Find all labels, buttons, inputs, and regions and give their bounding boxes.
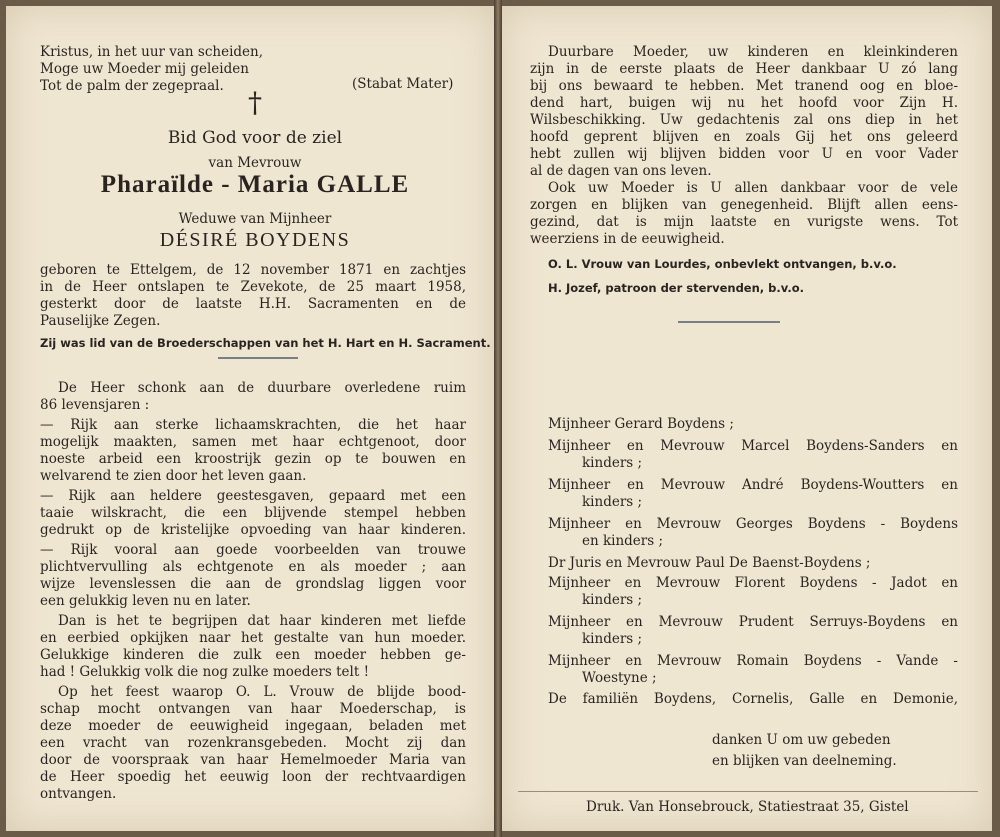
farewell-line: al de dagen van ons leven. — [530, 163, 712, 179]
body-line: 86 levensjaren : — [40, 397, 150, 413]
divider — [218, 357, 298, 359]
family-line: Mijnheer en Mevrouw Marcel Boydens-Sanders en — [548, 438, 958, 454]
invocation: Bid God voor de ziel — [167, 128, 343, 148]
family-line: Dr Juris en Mevrouw Paul De Baenst-Boydens ; — [548, 555, 871, 571]
body-line: wijze levenslessen die aan de grondslag liggen voor — [40, 576, 466, 592]
body-line: — Rijk aan heldere geestesgaven, gepaard met een — [40, 488, 466, 504]
body-line: taaie wilskracht, die een blijvende stempel hebben — [40, 505, 466, 521]
farewell-line: Duurbare Moeder, uw kinderen en kleinkinderen — [548, 44, 958, 60]
farewell-line: Wilsbeschikking. Uw gedachtenis zal ons diep in het — [530, 112, 958, 128]
body-line: Op het feest waarop O. L. Vrouw de blijde bood- — [58, 684, 466, 700]
poem-line: Moge uw Moeder mij geleiden — [40, 61, 249, 77]
poem-source: (Stabat Mater) — [352, 76, 454, 92]
family-line: Mijnheer Gerard Boydens ; — [548, 416, 734, 432]
bio-line: in de Heer ontslapen te Zevekote, de 25 maart 1958, — [40, 279, 466, 295]
farewell-line: hebt zullen wij blijven bidden voor U en voor Vader — [530, 146, 958, 162]
family-line: Woestyne ; — [582, 670, 657, 686]
body-line: De Heer schonk aan de duurbare overledene ruim — [58, 380, 466, 396]
body-line: mogelijk maakten, samen met haar echtgenoot, door — [40, 434, 466, 450]
family-line: Mijnheer en Mevrouw Florent Boydens - Jadot en — [548, 575, 958, 591]
body-line: plichtvervulling als echtgenote en als moeder ; aan — [40, 559, 466, 575]
prayer-line: H. Jozef, patroon der stervenden, b.v.o. — [548, 281, 804, 295]
thanks-line: danken U om uw gebeden — [712, 732, 891, 748]
farewell-line: hoofd geprent blijven en zoals Gij het ons geleerd — [530, 129, 958, 145]
body-line: — Rijk aan sterke lichaamskrachten, die het haar — [40, 417, 466, 433]
thanks-line: en blijken van deelneming. — [712, 753, 897, 769]
cross-icon: † — [248, 86, 262, 119]
body-line: Gelukkige kinderen die zulk een moeder hebben ge- — [40, 647, 466, 663]
farewell-line: bij ons bewaard te hebben. Met tranend oog en bloe- — [530, 78, 958, 94]
prayer-line: O. L. Vrouw van Lourdes, onbevlekt ontvangen, b.v.o. — [548, 257, 897, 271]
family-line: kinders ; — [582, 592, 643, 608]
body-line: schap mocht ontvangen van haar Moederschap, is — [40, 701, 466, 717]
bio-line: geboren te Ettelgem, de 12 november 1871 en zachtjes — [40, 262, 466, 278]
family-line: De familiën Boydens, Cornelis, Galle en Demonie, — [548, 691, 958, 707]
widow-of: Weduwe van Mijnheer — [178, 211, 332, 227]
deceased-name: Pharaïlde - Maria GALLE — [100, 171, 410, 198]
family-line: Mijnheer en Mevrouw Romain Boydens - Vande - — [548, 653, 958, 669]
card-fold — [494, 0, 502, 837]
poem-line: Tot de palm der zegepraal. — [40, 78, 224, 94]
body-line: ontvangen. — [40, 786, 117, 802]
family-line: Mijnheer en Mevrouw Georges Boydens - Boydens — [548, 516, 958, 532]
body-line: en eerbied opkijken naar het gestalte van hun moeder. — [40, 630, 466, 646]
body-line: door de voorspraak van haar Hemelmoeder Maria van — [40, 752, 466, 768]
bio-line: gesterkt door de laatste H.H. Sacramenten en de — [40, 296, 466, 312]
family-line: kinders ; — [582, 455, 643, 471]
farewell-line: dend hart, buigen wij nu het hoofd voor Zijn H. — [530, 95, 958, 111]
family-line: kinders ; — [582, 494, 643, 510]
family-line: Mijnheer en Mevrouw Prudent Serruys-Boydens en — [548, 614, 958, 630]
bio-line: Pauselijke Zegen. — [40, 313, 161, 329]
family-line: Mijnheer en Mevrouw André Boydens-Woutters en — [548, 477, 958, 493]
body-line: noeste arbeid een kroostrijk gezin op te bouwen en — [40, 451, 466, 467]
body-line: een gelukkig leven nu en later. — [40, 593, 251, 609]
body-line: een vracht van rozenkransgebeden. Mocht zij dan — [40, 735, 466, 751]
farewell-line: zijn in de eerste plaats de Heer dankbaar U zó lang — [530, 61, 958, 77]
farewell-line: weerziens in de eeuwigheid. — [530, 231, 725, 247]
body-line: deze moeder de eeuwigheid ingegaan, beladen met — [40, 718, 466, 734]
footer-rule — [518, 791, 978, 792]
farewell-line: gezind, dat is mijn laatste en vurigste wens. Tot — [530, 214, 958, 230]
body-line: Dan is het te begrijpen dat haar kinderen met liefde — [58, 613, 466, 629]
body-line: had ! Gelukkig volk die nog zulke moeders telt ! — [40, 664, 370, 680]
body-line: welvarend te zien door het leven gaan. — [40, 468, 307, 484]
farewell-line: zorgen en blijken van genegenheid. Blijft allen eens- — [530, 197, 958, 213]
van-mevrouw: van Mevrouw — [208, 155, 302, 171]
family-line: en kinders ; — [582, 533, 664, 549]
body-line: — Rijk vooral aan goede voorbeelden van trouwe — [40, 542, 466, 558]
husband-name: DÉSIRÉ BOYDENS — [159, 229, 351, 251]
family-line: kinders ; — [582, 631, 643, 647]
body-line: gedrukt op de kristelijke opvoeding van haar kinderen. — [40, 522, 466, 538]
body-line: de Heer spoedig het eeuwig loon der rechtvaardigen — [40, 769, 466, 785]
poem-line: Kristus, in het uur van scheiden, — [40, 44, 264, 60]
divider — [678, 321, 780, 323]
farewell-line: Ook uw Moeder is U allen dankbaar voor de vele — [548, 180, 958, 196]
membership: Zij was lid van de Broederschappen van het H. Hart en H. Sacrament. — [40, 336, 491, 350]
printer-credit: Druk. Van Honsebrouck, Statiestraat 35, Gistel — [586, 799, 909, 815]
